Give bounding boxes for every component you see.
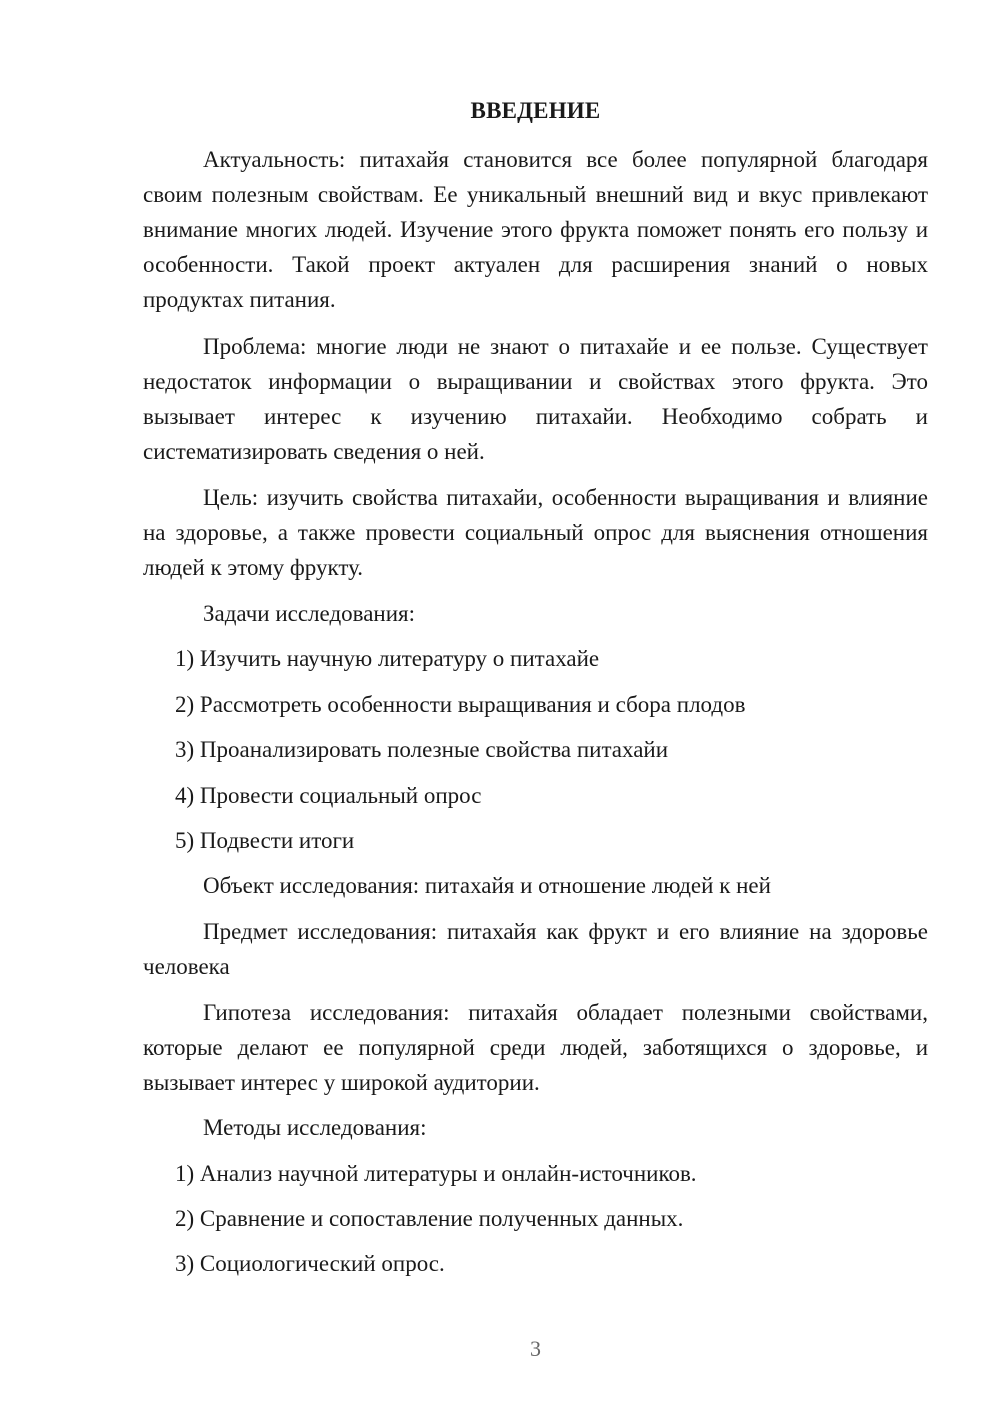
task-item: 5) Подвести итоги <box>175 828 355 853</box>
section-title: ВВЕДЕНИЕ <box>470 98 601 123</box>
document-page <box>143 0 928 1414</box>
object-line: Объект исследования: питахайя и отношение людей к ней <box>203 873 771 898</box>
methods-heading: Методы исследования: <box>203 1115 427 1140</box>
subject-paragraph: Предмет исследования: питахайя как фрукт и его влияние на здоровье человека <box>143 919 928 979</box>
problem-paragraph: Проблема: многие люди не знают о питахайе и ее пользе. Существует недостаток информации о выращивании и свойствах этого фрукта. Это вызывает интерес к изучению питахайи. Необходимо собрать и систематизировать сведения о ней. <box>143 334 928 464</box>
tasks-heading: Задачи исследования: <box>203 601 416 626</box>
method-item: 1) Анализ научной литературы и онлайн-источников. <box>175 1161 697 1186</box>
task-item: 3) Проанализировать полезные свойства питахайи <box>175 737 669 762</box>
task-item: 2) Рассмотреть особенности выращивания и сбора плодов <box>175 692 746 717</box>
method-item: 2) Сравнение и сопоставление полученных данных. <box>175 1206 684 1231</box>
task-item: 1) Изучить научную литературу о питахайе <box>175 646 600 671</box>
task-item: 4) Провести социальный опрос <box>175 783 482 808</box>
goal-paragraph: Цель: изучить свойства питахайи, особенности выращивания и влияние на здоровье, а также провести социальный опрос для выяснения отношения людей к этому фрукту. <box>143 485 928 580</box>
hypothesis-paragraph: Гипотеза исследования: питахайя обладает полезными свойствами, которые делают ее популярной среди людей, заботящихся о здоровье, и вызывает интерес у широкой аудитории. <box>143 1000 928 1095</box>
relevance-paragraph: Актуальность: питахайя становится все более популярной благодаря своим полезным свойствам. Ее уникальный внешний вид и вкус привлекают внимание многих людей. Изучение этого фрукта поможет понять его пользу и особенности. Такой проект актуален для расширения знаний о новых продуктах питания. <box>143 147 928 312</box>
page-number: 3 <box>530 1336 541 1361</box>
method-item: 3) Социологический опрос. <box>175 1251 445 1276</box>
